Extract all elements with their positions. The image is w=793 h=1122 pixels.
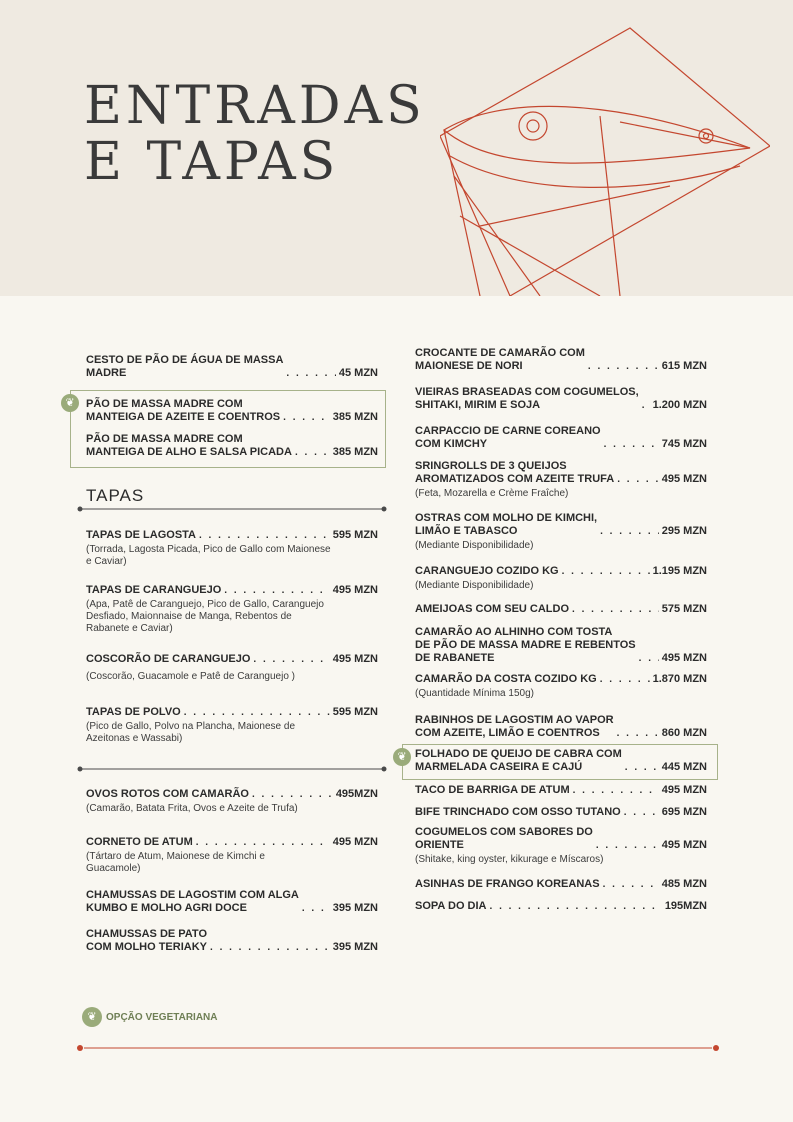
item-name: TAPAS DE CARANGUEJO [86, 584, 222, 596]
menu-item [415, 900, 707, 913]
menu-item [415, 425, 707, 451]
item-name: OVOS ROTOS COM CAMARÃO [86, 788, 249, 800]
menu-item [86, 433, 378, 459]
item-name: PÃO DE MASSA MADRE COM MANTEIGA DE ALHO E SALSA PICADA [86, 433, 292, 458]
menu-item [415, 806, 707, 819]
menu-item [415, 784, 707, 797]
menu-item [86, 529, 378, 568]
item-price: 395 MZN [332, 941, 378, 953]
header-band [0, 0, 793, 296]
menu-item [86, 354, 378, 380]
item-price: 495 MZN [661, 784, 707, 796]
footer-divider [74, 1043, 722, 1053]
item-price: 1.200 MZN [652, 399, 707, 411]
item-price: 45 MZN [338, 367, 378, 379]
item-price: 495 MZN [332, 653, 378, 665]
item-name: AMEIJOAS COM SEU CALDO [415, 603, 570, 615]
item-description: (Mediante Disponibilidade) [415, 580, 534, 591]
item-name: TACO DE BARRIGA DE ATUM [415, 784, 570, 796]
item-price: 860 MZN [661, 727, 707, 739]
item-description: (Quantidade Mínima 150g) [415, 688, 534, 699]
item-price: 745 MZN [661, 438, 707, 450]
item-description: (Pico de Gallo, Polvo na Plancha, Maionese de Azeitonas e Wassabi) [86, 721, 296, 744]
menu-item [415, 386, 707, 412]
item-name: COGUMELOS COM SABORES DO ORIENTE [415, 826, 593, 851]
item-name: SOPA DO DIA [415, 900, 487, 912]
menu-item [86, 584, 378, 635]
menu-item [415, 565, 707, 592]
item-price: 495 MZN [332, 584, 378, 596]
fish-icon [440, 26, 770, 296]
item-name: VIEIRAS BRASEADAS COM COGUMELOS, SHITAKI, MIRIM E SOJA [415, 386, 639, 411]
menu-item [415, 512, 707, 552]
item-price: 385 MZN [332, 411, 378, 423]
page-title [84, 78, 426, 190]
item-name: CESTO DE PÃO DE ÁGUA DE MASSA MADRE [86, 354, 284, 379]
item-description: (Torrada, Lagosta Picada, Pico de Gallo com Maionese e Caviar) [86, 544, 331, 567]
item-price: 595 MZN [332, 706, 378, 718]
menu-item [86, 398, 378, 424]
item-name: CORNETO DE ATUM [86, 836, 193, 848]
menu-item [415, 673, 707, 700]
item-price: 495 MZN [661, 473, 707, 485]
leaf-icon: ❦ [393, 748, 411, 766]
item-name: ASINHAS DE FRANGO KOREANAS [415, 878, 600, 890]
title-line-2: E TAPAS [84, 132, 340, 192]
menu-item [415, 714, 707, 740]
menu-item [415, 347, 707, 373]
menu-item [415, 826, 707, 866]
menu-item [415, 626, 707, 665]
item-description: (Shitake, king oyster, kikurage e Míscaros) [415, 854, 604, 865]
menu-item [86, 788, 378, 815]
item-name: CAMARÃO DA COSTA COZIDO KG [415, 673, 597, 685]
section-divider [76, 765, 388, 773]
item-description: (Mediante Disponibilidade) [415, 540, 534, 551]
menu-item [86, 889, 378, 915]
item-price: 445 MZN [661, 761, 707, 773]
menu-item [86, 653, 378, 683]
item-price: 495MZN [335, 788, 378, 800]
item-description: (Coscorão, Guacamole e Patê de Caranguejo ) [86, 671, 296, 682]
item-name: CAMARÃO AO ALHINHO COM TOSTA DE PÃO DE MASSA MADRE E REBENTOS DE RABANETE [415, 626, 636, 664]
item-name: TAPAS DE POLVO [86, 706, 181, 718]
item-description: (Tártaro de Atum, Maionese de Kimchi e Guacamole) [86, 851, 265, 874]
item-price: 385 MZN [332, 446, 378, 458]
item-price: 195MZN [664, 900, 707, 912]
vegetarian-legend: OPÇÃO VEGETARIANA [106, 1012, 218, 1023]
menu-item [415, 603, 707, 616]
menu-item [415, 878, 707, 891]
item-price: 695 MZN [661, 806, 707, 818]
item-name: CROCANTE DE CAMARÃO COM MAIONESE DE NORI [415, 347, 585, 372]
section-divider [76, 505, 388, 513]
item-price: 495 MZN [661, 839, 707, 851]
menu-item [415, 748, 707, 774]
item-price: 615 MZN [661, 360, 707, 372]
menu-item [86, 928, 378, 954]
item-description: (Apa, Patê de Caranguejo, Pico de Gallo, Caranguejo Desfiado, Maionnaise de Manga, Rebentos de Rabanete e Caviar) [86, 599, 324, 634]
item-name: CARPACCIO DE CARNE COREANO COM KIMCHY [415, 425, 601, 450]
item-price: 485 MZN [661, 878, 707, 890]
item-name: PÃO DE MASSA MADRE COM MANTEIGA DE AZEITE E COENTROS [86, 398, 281, 423]
menu-item [86, 706, 378, 745]
item-name: CHAMUSSAS DE LAGOSTIM COM ALGA KUMBO E MOLHO AGRI DOCE [86, 889, 299, 914]
item-price: 1.870 MZN [652, 673, 707, 685]
item-price: 1.195 MZN [652, 565, 707, 577]
menu-item [86, 836, 378, 875]
item-name: CARANGUEJO COZIDO KG [415, 565, 559, 577]
item-price: 495 MZN [661, 652, 707, 664]
menu-item [415, 460, 707, 500]
leaf-icon: ❦ [82, 1007, 102, 1027]
item-name: CHAMUSSAS DE PATO COM MOLHO TERIAKY [86, 928, 208, 953]
title-line-1: ENTRADAS [84, 76, 426, 136]
item-name: TAPAS DE LAGOSTA [86, 529, 196, 541]
item-price: 495 MZN [332, 836, 378, 848]
item-price: 595 MZN [332, 529, 378, 541]
item-name: FOLHADO DE QUEIJO DE CABRA COM MARMELADA CASEIRA E CAJÚ [415, 748, 622, 773]
item-description: (Feta, Mozarella e Crème Fraîche) [415, 488, 569, 499]
item-name: SRINGROLLS DE 3 QUEIJOS AROMATIZADOS COM AZEITE TRUFA [415, 460, 615, 485]
item-price: 295 MZN [661, 525, 707, 537]
item-name: COSCORÃO DE CARANGUEJO [86, 653, 251, 665]
section-title-tapas: TAPAS [86, 486, 145, 505]
item-name: OSTRAS COM MOLHO DE KIMCHI, LIMÃO E TABASCO [415, 512, 598, 537]
item-name: RABINHOS DE LAGOSTIM AO VAPOR COM AZEITE, LIMÃO E COENTROS [415, 714, 614, 739]
item-name: BIFE TRINCHADO COM OSSO TUTANO [415, 806, 621, 818]
leaf-icon: ❦ [61, 394, 79, 412]
item-description: (Camarão, Batata Frita, Ovos e Azeite de Trufa) [86, 803, 298, 814]
item-price: 575 MZN [661, 603, 707, 615]
item-price: 395 MZN [332, 902, 378, 914]
